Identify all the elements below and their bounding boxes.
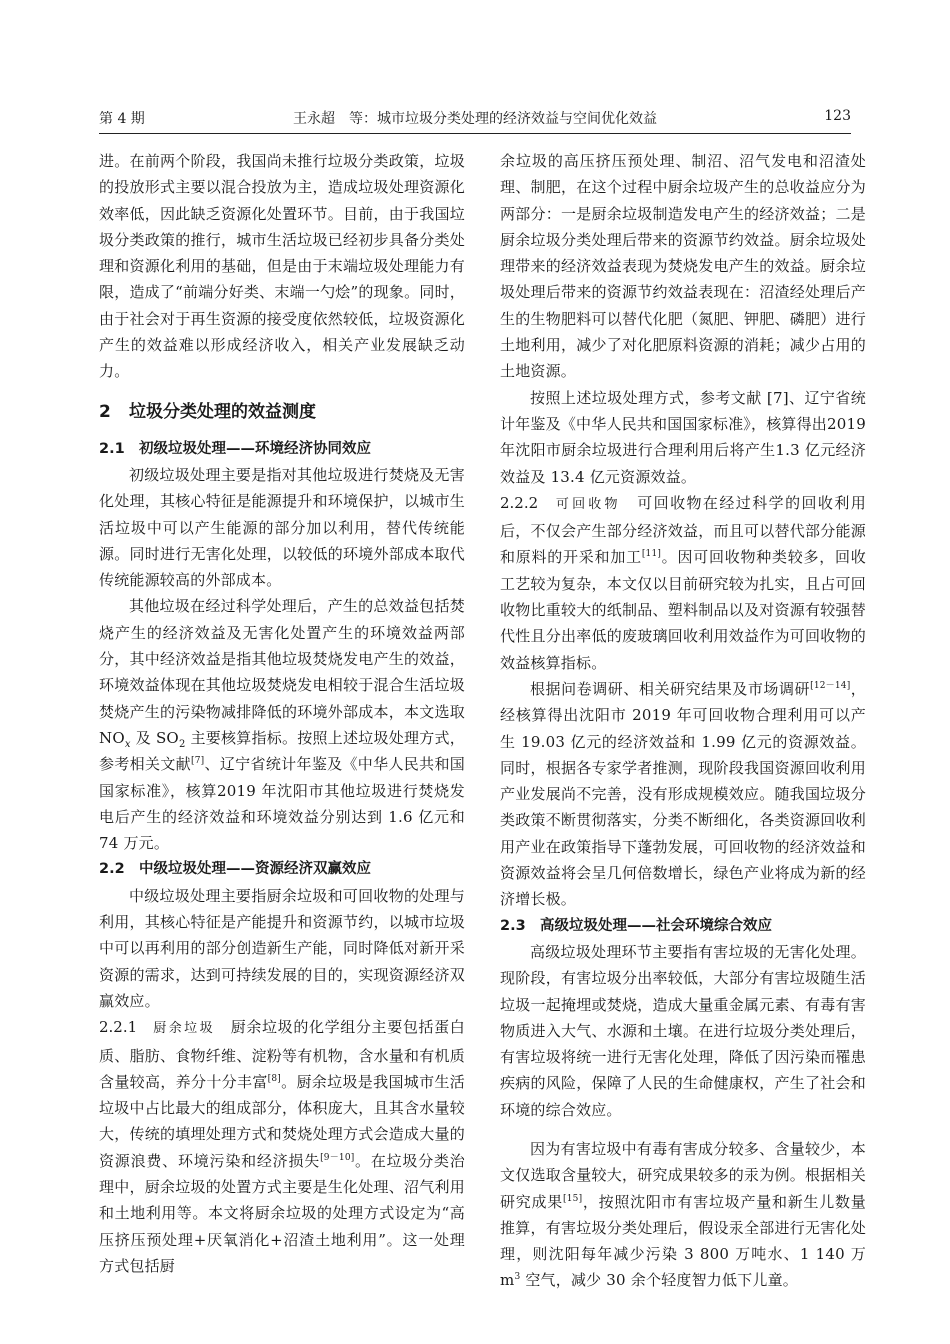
subsection-title: 可回收物: [555, 496, 621, 512]
paragraph-2-3-a: 高级垃圾处理环节主要指有害垃圾的无害化处理。现阶段，有害垃圾分出率较低，大部分有害垃圾随生活垃圾一起掩埋或焚烧，造成大量重金属元素、有毒有害物质进入大气、水源和土壤。在进行垃圾分类处理后，有害垃圾将统一进行无害化处理，降低了因污染而罹患疾病的风险，保障了人民的生命健康权，产生了社会和环境的综合效应。: [500, 942, 866, 1119]
paragraph-kitchen-calc: 按照上述垃圾处理方式，参考文献 [7]、辽宁省统计年鉴及《中华人民共和国国家标准》，核算得出2019 年沈阳市厨余垃圾进行合理利用后将产生1.3 亿元经济效益及 13.4 亿元资源效益。: [500, 388, 866, 486]
subsection-number: 2.2.2: [500, 493, 539, 512]
right-column: [500, 148, 866, 1294]
paragraph-2-2-2: 2.2.2 可回收物 可回收物在经过科学的回收利用后，不仅会产生部分经济效益，而且可以替代部分能源和原料的开采和加工[11]。因可回收物种类较多，回收工艺较为复杂，本文仅以目前研究较为扎实，且占可回收物比重较大的纸制品、塑料制品以及对资源有较强替代性且分出率低的废玻璃回收利用效益作为可回收物的效益核算指标。: [500, 493, 866, 672]
subsection-number: 2.2.1: [99, 1018, 138, 1037]
paragraph-2-2: 中级垃圾处理主要指厨余垃圾和可回收物的处理与利用，其核心特征是产能提升和资源节约，以城市垃圾中可以再利用的部分创造新生产能，同时降低对新开采资源的需求，达到可持续发展的目的，实现资源经济双赢效应。: [99, 886, 465, 1010]
section-title: 中级垃圾处理——资源经济双赢效应: [139, 861, 371, 878]
left-column: [99, 148, 465, 1279]
section-2-2-heading: [99, 856, 465, 882]
section-number: 2.2: [99, 861, 125, 878]
section-title: 高级垃圾处理——社会环境综合效应: [540, 917, 772, 934]
header-rule: [99, 133, 851, 134]
running-header: [99, 108, 851, 130]
section-number: 2.3: [500, 917, 526, 934]
paragraph-intro: 进。在前两个阶段，我国尚未推行垃圾分类政策，垃圾的投放形式主要以混合投放为主，造成垃圾处理资源化效率低，因此缺乏资源化处置环节。目前，由于我国垃圾分类政策的推行，城市生活垃圾已经初步具备分类处理和资源化利用的基础，但是由于末端垃圾处理能力有限，造成了“前端分好类、末端一勺烩”的现象。同时，由于社会对于再生资源的接受度依然较低，垃圾资源化产生的效益难以形成经济收入，相关产业发展缺乏动力。: [99, 152, 465, 381]
citation: [9－10]: [320, 1152, 355, 1163]
citation: [7]: [191, 756, 205, 767]
paragraph-continued: 余垃圾的高压挤压预处理、制沼、沼气发电和沼渣处理、制肥，在这个过程中厨余垃圾产生的总收益应分为两部分：一是厨余垃圾制造发电产生的经济效益；二是厨余垃圾分类处理后带来的资源节约效益。厨余垃圾处理带来的经济效益表现为焚烧发电产生的效益。厨余垃圾处理后带来的资源节约效益表现在：沼渣经处理后产生的生物肥料可以替代化肥（氮肥、钾肥、磷肥）进行土地利用，减少了对化肥原料资源的消耗；减少占用的土地资源。: [500, 152, 866, 381]
section-title: 垃圾分类处理的效益测度: [129, 401, 316, 422]
paragraph-2-1-a: 初级垃圾处理主要是指对其他垃圾进行焚烧及无害化处理，其核心特征是能源提升和环境保护，以城市生活垃圾中可以产生能源的部分加以利用，替代传统能源。同时进行无害化处理，以较低的环境外部成本取代传统能源较高的外部成本。: [99, 465, 465, 590]
citation: [12－14]: [810, 680, 851, 691]
citation: [11]: [641, 549, 662, 560]
section-2-3-heading: [500, 913, 866, 939]
subsection-title: 厨余垃圾: [153, 1021, 216, 1037]
section-number: 2.1: [99, 440, 125, 457]
running-title: 王永超 等：城市垃圾分类处理的经济效益与空间优化效益: [293, 111, 657, 127]
issue-number: 第 4 期: [99, 111, 145, 127]
paragraph-2-3-b: 因为有害垃圾中有毒有害成分较多、含量较少，本文仅选取含量较大，研究成果较多的汞为例。根据相关研究成果[15]，按照沈阳市有害垃圾产量和新生儿数量推算，有害垃圾分类处理后，假设汞全部进行无害化处理，则沈阳每年减少污染 3 800 万吨水、1 140 万 $m^3$ 空气，减少 30 余个轻度智力低下儿童。: [500, 1139, 866, 1290]
citation: [8]: [267, 1073, 282, 1084]
section-title: 初级垃圾处理——环境经济协同效应: [139, 440, 371, 457]
section-number: 2: [99, 401, 111, 422]
paragraph-2-1-b: 其他垃圾在经过科学处理后，产生的总效益包括焚烧产生的经济效益及无害化处置产生的环境效益两部分，其中经济效益是指其他垃圾焚烧发电产生的效益，环境效益体现在其他垃圾焚烧发电相较于混合生活垃圾焚烧产生的污染物减排降低的环境外部成本，本文选取 $NO_x$ 及 $SO_2$ 主要核算指标。按照上述垃圾处理方式，参考相关文献[7]、辽宁省统计年鉴及《中华人民共和国国家标准》，核算2019 年沈阳市其他垃圾进行焚烧发电后产生的经济效益和环境效益分别达到 1.6 亿元和 74 万元。: [99, 597, 466, 853]
section-2-1-heading: [99, 436, 465, 462]
citation: [15]: [563, 1193, 583, 1204]
page-number: 123: [824, 108, 851, 124]
section-2-heading: [99, 400, 465, 424]
paragraph-recyclables-calc: 根据问卷调研、相关研究结果及市场调研[12－14]，经核算得出沈阳市 2019 年可回收物合理利用可以产生 19.03 亿元的经济效益和 1.99 亿元的资源效益。同时，根据各专家学者推测，现阶段我国资源回收利用产业发展尚不完善，没有形成规模效应。随我国垃圾分类政策不断贯彻落实，分类不断细化，各类资源回收利用产业在政策指导下蓬勃发展，可回收物的经济效益和资源效益将会呈几何倍数增长，绿色产业将成为新的经济增长极。: [500, 679, 866, 909]
paragraph-2-2-1: 2.2.1 厨余垃圾 厨余垃圾的化学组分主要包括蛋白质、脂肪、食物纤维、淀粉等有机物，含水量和有机质含量较高，养分十分丰富[8]。厨余垃圾是我国城市生活垃圾中占比最大的组成部分，体积庞大，且其含水量较大，传统的填埋处理方式和焚烧处理方式会造成大量的资源浪费、环境污染和经济损失[9－10]。在垃圾分类治理中，厨余垃圾的处置方式主要是生化处理、沼气利用和土地利用等。本文将厨余垃圾的处理方式设定为“高压挤压预处理+厌氧消化+沼渣土地利用”。这一处理方式包括厨: [99, 1018, 465, 1275]
